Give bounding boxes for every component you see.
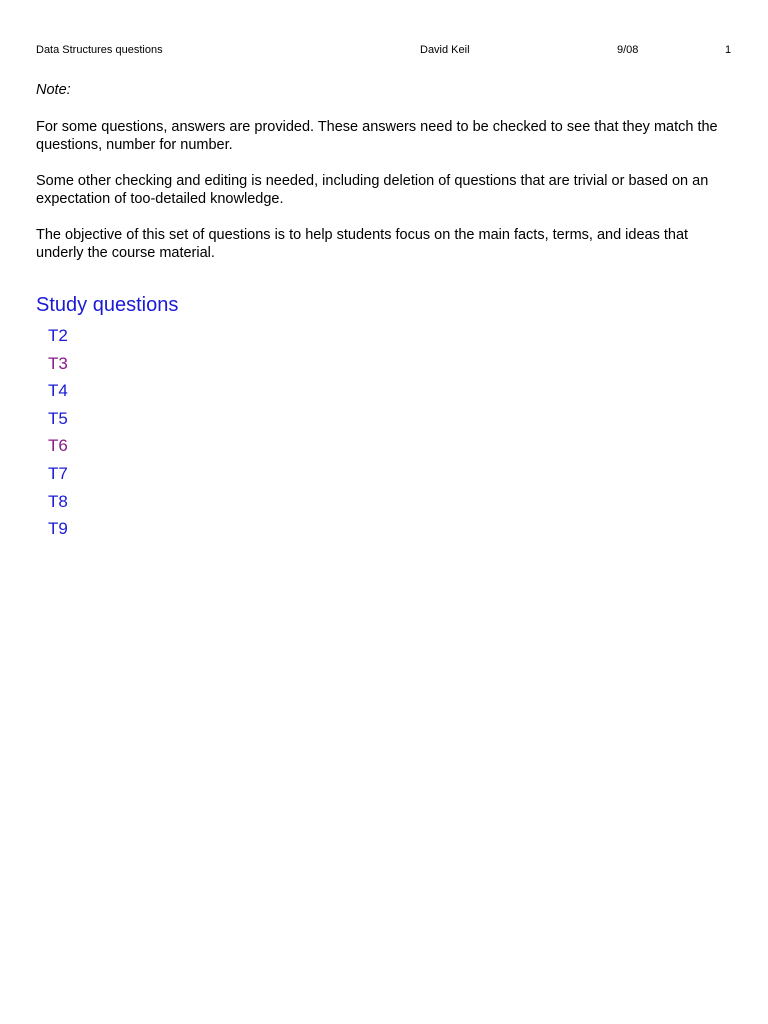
topic-link-t8[interactable]: T8 — [48, 491, 68, 511]
list-item — [48, 492, 68, 520]
topic-link-t6[interactable]: T6 — [48, 436, 68, 456]
topic-link-t5[interactable]: T5 — [48, 408, 68, 428]
topic-link-t4[interactable]: T4 — [48, 381, 68, 401]
page-number: 1 — [725, 44, 732, 56]
note-paragraph-1: For some questions, answers are provided. These answers need to be checked to see that they match the questions, number for number. — [36, 119, 718, 153]
topic-link-t2[interactable]: T2 — [48, 326, 68, 345]
list-item — [48, 519, 68, 547]
list-item — [48, 436, 68, 464]
topic-link-t9[interactable]: T9 — [48, 519, 68, 539]
list-item — [48, 464, 68, 492]
topic-link-t7[interactable]: T7 — [48, 463, 68, 483]
list-item — [48, 381, 68, 409]
document-date: 9/08 — [617, 44, 639, 56]
list-item — [48, 409, 68, 437]
study-questions-list — [48, 326, 68, 547]
page-header — [0, 44, 768, 58]
list-item — [48, 354, 68, 382]
document-title: Data Structures questions — [36, 44, 163, 56]
note-paragraph-2: Some other checking and editing is needed, including deletion of questions that are trivial or based on an expectation of too-detailed knowledge. — [36, 173, 709, 207]
note-paragraph-3: The objective of this set of questions is to help students focus on the main facts, terms, and ideas that underly the course material. — [36, 227, 689, 261]
note-label: Note: — [36, 82, 71, 98]
topic-link-t3[interactable]: T3 — [48, 353, 68, 373]
study-questions-heading: Study questions — [36, 294, 179, 316]
author-name: David Keil — [420, 44, 470, 56]
list-item — [48, 326, 68, 354]
